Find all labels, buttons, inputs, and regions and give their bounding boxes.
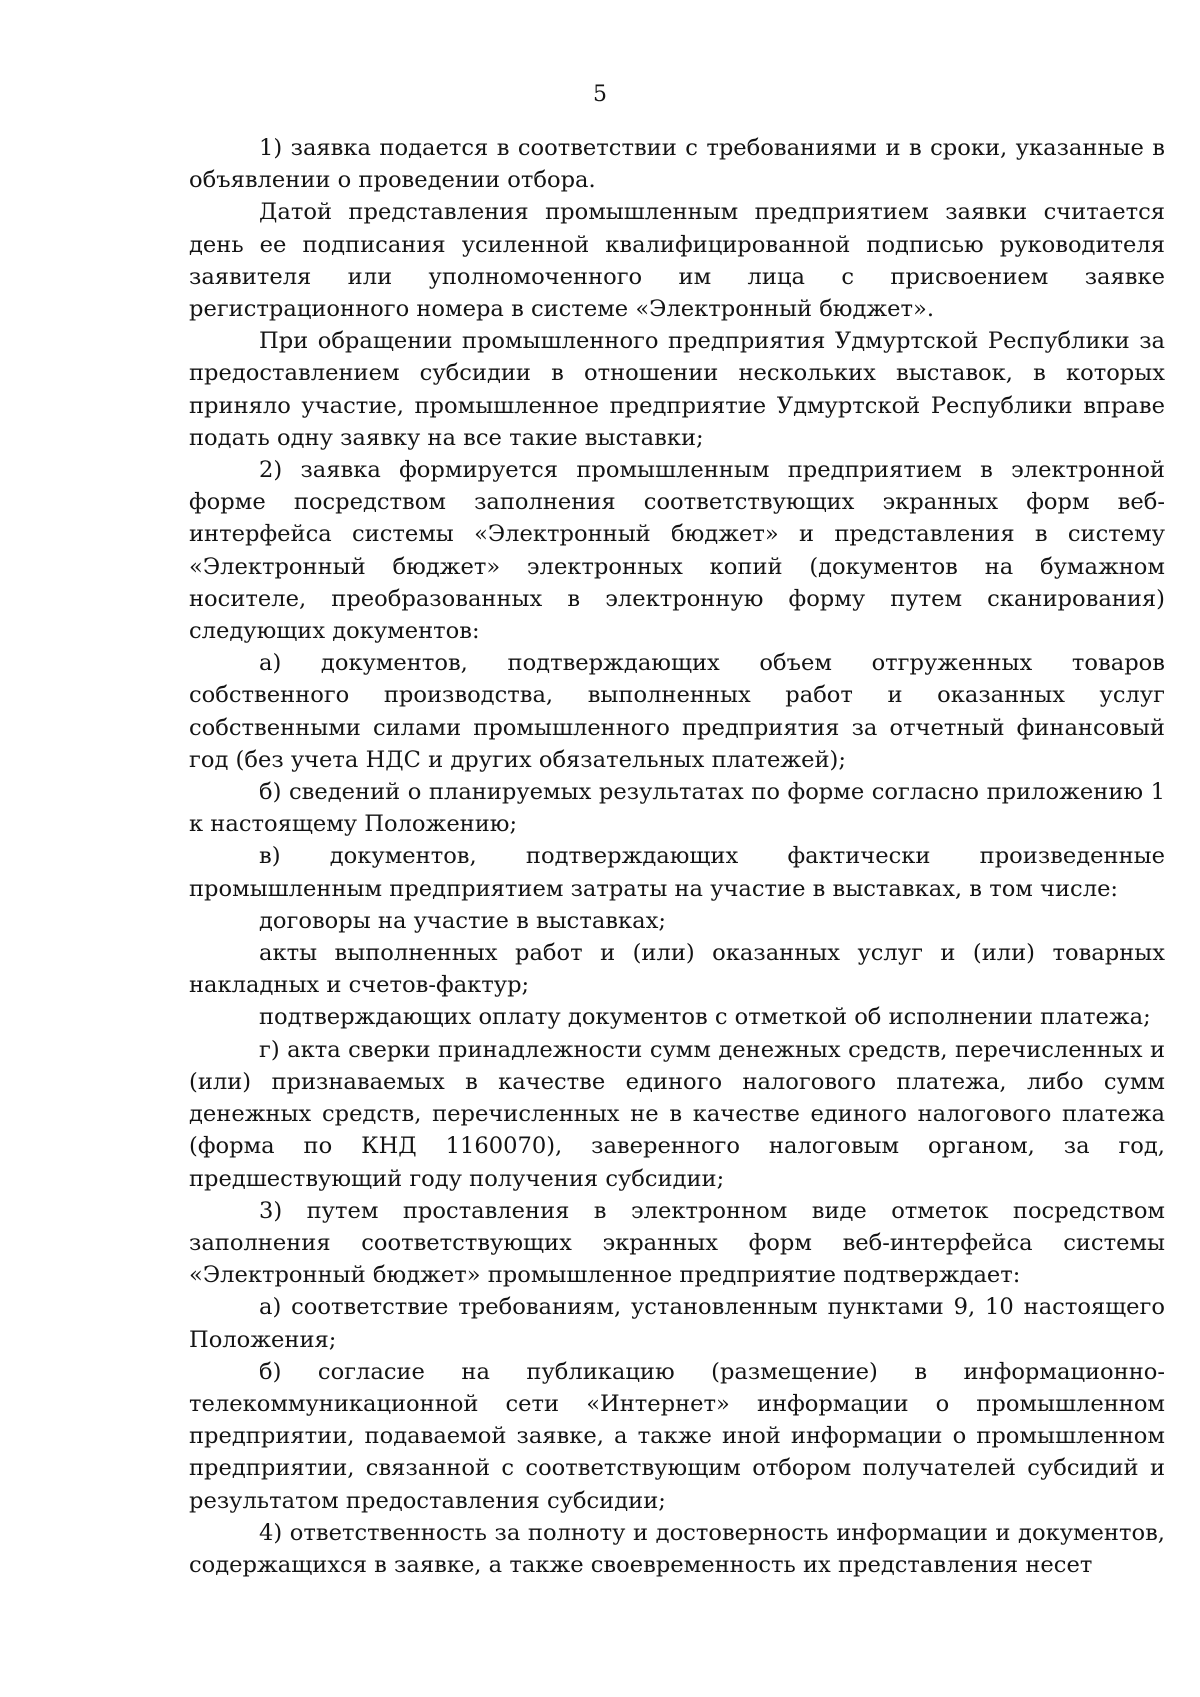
page-number: 5 <box>593 82 607 107</box>
paragraph-subitem-b-publication-consent: б) согласие на публикацию (размещение) в информационно-телекоммуникационной сети «Интернет» информации о промышленном предприятии, подаваемой заявке, а также иной информации о промышленном предприятии, связанной с соответствующим отбором получателей субсидий и результатом предоставления субсидии; <box>189 1358 1165 1514</box>
paragraph-submission-date: Датой представления промышленным предприятием заявки считается день ее подписания усиленной квалифицированной подписью руководителя заявителя или уполномоченного им лица с присвоением заявке регистрационного номера в системе «Электронный бюджет». <box>189 199 1165 323</box>
paragraph-subitem-b-results: б) сведений о планируемых результатах по форме согласно приложению 1 к настоящему Положению; <box>189 779 1165 838</box>
document-body <box>189 132 1165 1581</box>
paragraph-item-1-submission-terms: 1) заявка подается в соответствии с требованиями и в сроки, указанные в объявлении о проведении отбора. <box>189 135 1165 194</box>
paragraph-item-4-responsibility: 4) ответственность за полноту и достоверность информации и документов, содержащихся в заявке, а также своевременность их представления несет <box>189 1519 1165 1578</box>
paragraph-subitem-a-requirements: а) соответствие требованиям, установленным пунктами 9, 10 настоящего Положения; <box>189 1294 1165 1353</box>
paragraph-acts-invoices: акты выполненных работ и (или) оказанных услуг и (или) товарных накладных и счетов-фактур; <box>189 940 1165 999</box>
paragraph-payment-documents: подтверждающих оплату документов с отметкой об исполнении платежа; <box>259 1004 1151 1031</box>
paragraph-contracts: договоры на участие в выставках; <box>259 907 666 934</box>
paragraph-multiple-exhibitions: При обращении промышленного предприятия Удмуртской Республики за предоставлением субсидии в отношении нескольких выставок, в которых приняло участие, промышленное предприятие Удмуртской Республики вправе подать одну заявку на все такие выставки; <box>189 328 1165 451</box>
paragraph-item-2-electronic-form: 2) заявка формируется промышленным предприятием в электронной форме посредством заполнения соответствующих экранных форм веб-интерфейса системы «Электронный бюджет» и представления в систему «Электронный бюджет» электронных копий (документов на бумажном носителе, преобразованных в электронную форму путем сканирования) следующих документов: <box>189 457 1165 645</box>
paragraph-subitem-v-costs: в) документов, подтверждающих фактически произведенные промышленным предприятием затраты на участие в выставках, в том числе: <box>189 843 1165 902</box>
paragraph-item-3-confirmations: 3) путем проставления в электронном виде отметок посредством заполнения соответствующих экранных форм веб-интерфейса системы «Электронный бюджет» промышленное предприятие подтверждает: <box>189 1197 1165 1289</box>
paragraph-subitem-a-documents: а) документов, подтверждающих объем отгруженных товаров собственного производства, выполненных работ и оказанных услуг собственными силами промышленного предприятия за отчетный финансовый год (без учета НДС и других обязательных платежей); <box>189 650 1165 773</box>
paragraph-subitem-g-reconciliation: г) акта сверки принадлежности сумм денежных средств, перечисленных и (или) признаваемых в качестве единого налогового платежа, либо сумм денежных средств, перечисленных не в качестве единого налогового платежа (форма по КНД 1160070), заверенного налоговым органом, за год, предшествующий году получения субсидии; <box>189 1036 1165 1192</box>
